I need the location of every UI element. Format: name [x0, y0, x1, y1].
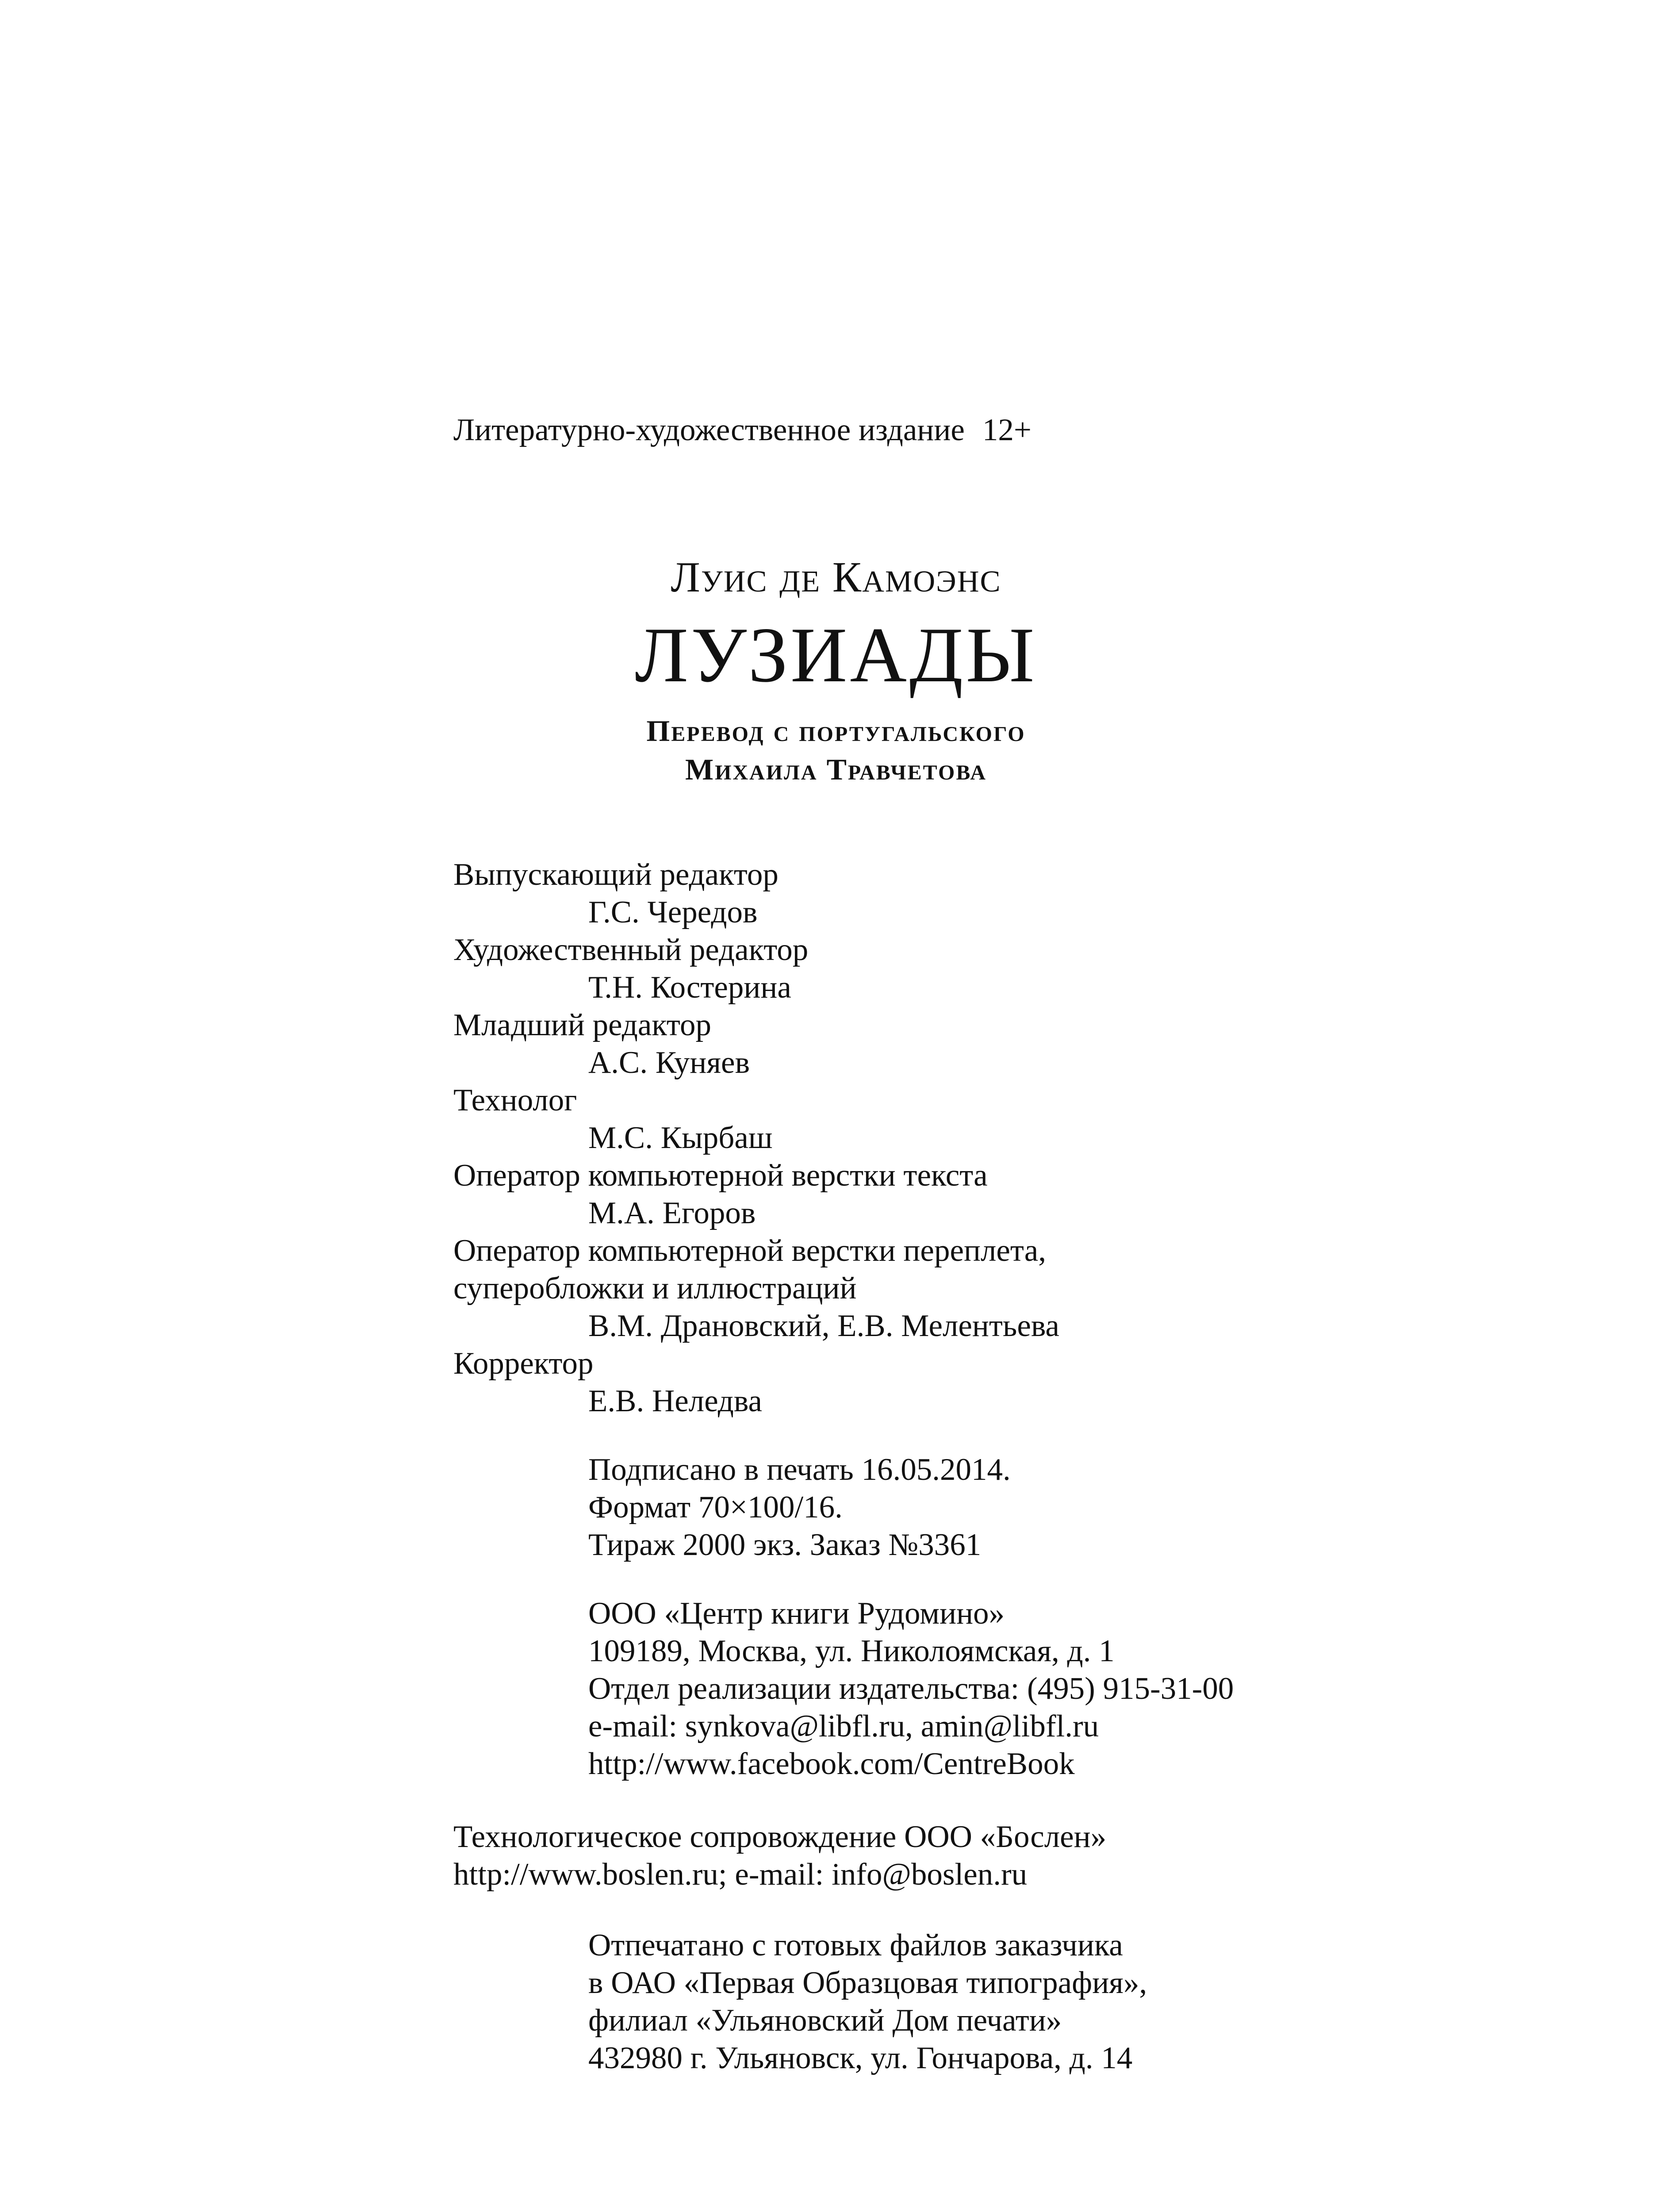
credit-role: Оператор компьютерной верстки переплета,	[453, 1233, 1047, 1268]
credit-name: А.С. Куняев	[588, 1045, 750, 1080]
publisher-line: Отдел реализации издательства: (495) 915-31-00	[588, 1671, 1234, 1706]
credit-role: Технолог	[453, 1083, 577, 1118]
publisher-line: 109189, Москва, ул. Николоямская, д. 1	[588, 1634, 1115, 1668]
publisher-line: http://www.facebook.com/CentreBook	[588, 1747, 1075, 1781]
credit-name: М.А. Егоров	[588, 1196, 756, 1230]
edition-header	[453, 411, 1032, 449]
credit-name: Г.С. Чередов	[588, 895, 758, 929]
printing-line: 432980 г. Ульяновск, ул. Гончарова, д. 14	[588, 2041, 1133, 2075]
credit-name: М.С. Кырбаш	[588, 1121, 773, 1155]
credit-role: Художественный редактор	[453, 933, 809, 967]
credit-name: Т.Н. Костерина	[588, 970, 791, 1005]
credit-role: Оператор компьютерной верстки текста	[453, 1158, 988, 1193]
age-rating: 12+	[982, 413, 1032, 447]
publisher-line: e-mail: synkova@libfl.ru, amin@libfl.ru	[588, 1709, 1099, 1743]
book-title: ЛУЗИАДЫ	[635, 611, 1037, 699]
printing-line: филиал «Ульяновский Дом печати»	[588, 2003, 1062, 2038]
print-info-line: Тираж 2000 экз. Заказ №3361	[588, 1528, 982, 1562]
book-author: Луис де Камоэнс	[671, 553, 1001, 601]
tech-support-line: http://www.boslen.ru; e-mail: info@boslen.ru	[453, 1857, 1028, 1892]
translation-credit-line2: Михаила Травчетова	[685, 753, 987, 786]
credit-name: Е.В. Неледва	[588, 1384, 762, 1418]
tech-support-line: Технологическое сопровождение ООО «Бослен»	[453, 1820, 1107, 1854]
credit-role: суперобложки и иллюстраций	[453, 1271, 857, 1306]
printing-line: Отпечатано с готовых файлов заказчика	[588, 1928, 1123, 1962]
print-info-line: Подписано в печать 16.05.2014.	[588, 1452, 1011, 1487]
publisher-line: ООО «Центр книги Рудомино»	[588, 1596, 1005, 1631]
credit-role: Младший редактор	[453, 1008, 711, 1042]
credit-role: Корректор	[453, 1346, 594, 1381]
translation-credit-line1: Перевод с португальского	[646, 714, 1026, 748]
printing-line: в ОАО «Первая Образцовая типография»,	[588, 1966, 1147, 2000]
edition-type: Литературно-художественное издание	[453, 413, 965, 447]
credit-role: Выпускающий редактор	[453, 857, 778, 892]
print-info-line: Формат 70×100/16.	[588, 1490, 843, 1525]
credit-name: В.М. Драновский, Е.В. Мелентьева	[588, 1309, 1059, 1343]
